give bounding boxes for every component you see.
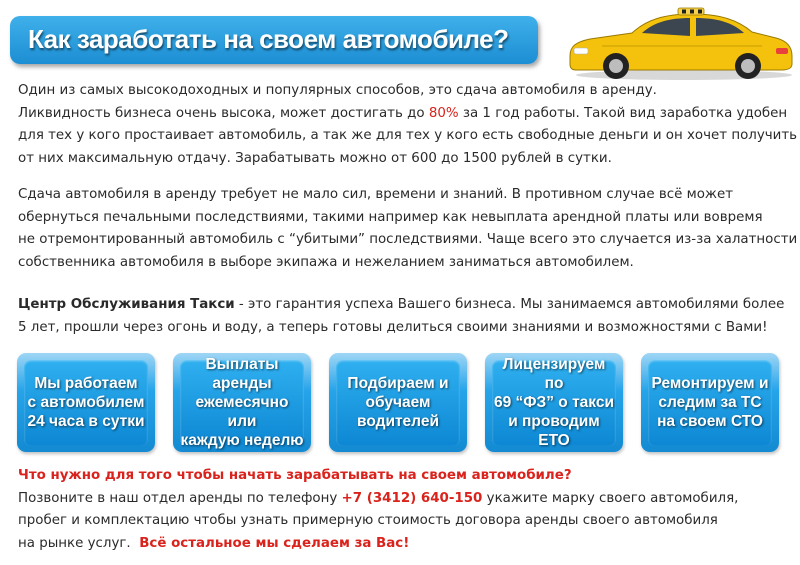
intro-paragraph xyxy=(18,80,798,170)
cta-line-2: пробег и комплектацию чтобы узнать примерную стоимость договора аренды своего автомобиля xyxy=(18,513,718,528)
phone-number[interactable]: +7 (3412) 640-150 xyxy=(341,490,483,506)
cta-question: Что нужно для того чтобы начать зарабатывать на своем автомобиле? xyxy=(18,468,572,483)
cta-line-1-post: укажите марку своего автомобиля, xyxy=(482,490,739,506)
feature-tile-label: Ремонтируем и следим за ТС на своем СТО xyxy=(651,375,769,430)
feature-tile-label: Мы работаем с автомобилем 24 часа в сутки xyxy=(27,375,145,430)
company-name: Центр Обслуживания Такси xyxy=(18,297,235,312)
risks-line-4: собственника автомобиля в выборе экипажа и нежеланием заниматься автомобилем. xyxy=(18,254,634,270)
feature-tile-repair xyxy=(641,353,779,452)
feature-tile-24h xyxy=(17,353,155,452)
feature-tile-label: Выплаты аренды ежемесячно или каждую неделю xyxy=(180,356,304,449)
title-banner xyxy=(10,16,538,64)
risks-line-1: Сдача автомобиля в аренду требует не мало сил, времени и знаний. В противном случае всё может xyxy=(18,187,733,202)
intro-line-4: от них максимальную отдачу. Зарабатывать можно от 600 до 1500 рублей в сутки. xyxy=(18,150,612,166)
liquidity-percent: 80% xyxy=(428,105,459,121)
page-title: Как заработать на своем автомобиле? xyxy=(28,24,509,54)
cta-line-3-pre: на рынке услуг. xyxy=(18,535,140,551)
intro-line-3: для тех у кого простаивает автомобиль, а так же для тех у кого есть свободные деньги и он хочет получить xyxy=(18,128,798,143)
feature-tile-drivers xyxy=(329,353,467,452)
feature-tile-label: Лицензируем по 69 “ФЗ” о такси и проводим ЕТО xyxy=(494,356,614,449)
center-line-1: - это гарантия успеха Вашего бизнеса. Мы занимаемся автомобилями более xyxy=(234,297,785,312)
feature-tile-license xyxy=(485,353,623,452)
taxi-car-icon xyxy=(562,6,798,82)
intro-line-2-pre: Ликвидность бизнеса очень высока, может достигать до xyxy=(18,105,429,121)
feature-tile-label: Подбираем и обучаем водителей xyxy=(347,375,449,430)
center-paragraph xyxy=(18,294,788,339)
center-line-2: 5 лет, прошли через огонь и воду, а теперь готовы делиться своими знаниями и возможностями с Вами! xyxy=(18,319,768,335)
risks-line-2: обернуться печальными последствиями, такими например как невыплата арендной платы или вовремя xyxy=(18,209,763,225)
risks-paragraph xyxy=(18,184,798,274)
cta-paragraph xyxy=(18,465,788,555)
intro-line-2-post: за 1 год работы. Такой вид заработка удобен xyxy=(458,105,788,121)
intro-line-1: Один из самых высокодоходных и популярных способов, это сдача автомобиля в аренду. xyxy=(18,83,657,98)
cta-highlight: Всё остальное мы сделаем за Вас! xyxy=(139,535,410,551)
risks-line-3: не отремонтированный автомобиль с “убитыми” последствиями. Чаще всего это случается из-за халатности xyxy=(18,232,798,247)
cta-line-1-pre: Позвоните в наш отдел аренды по телефону xyxy=(18,490,342,506)
feature-tile-payments xyxy=(173,353,311,452)
